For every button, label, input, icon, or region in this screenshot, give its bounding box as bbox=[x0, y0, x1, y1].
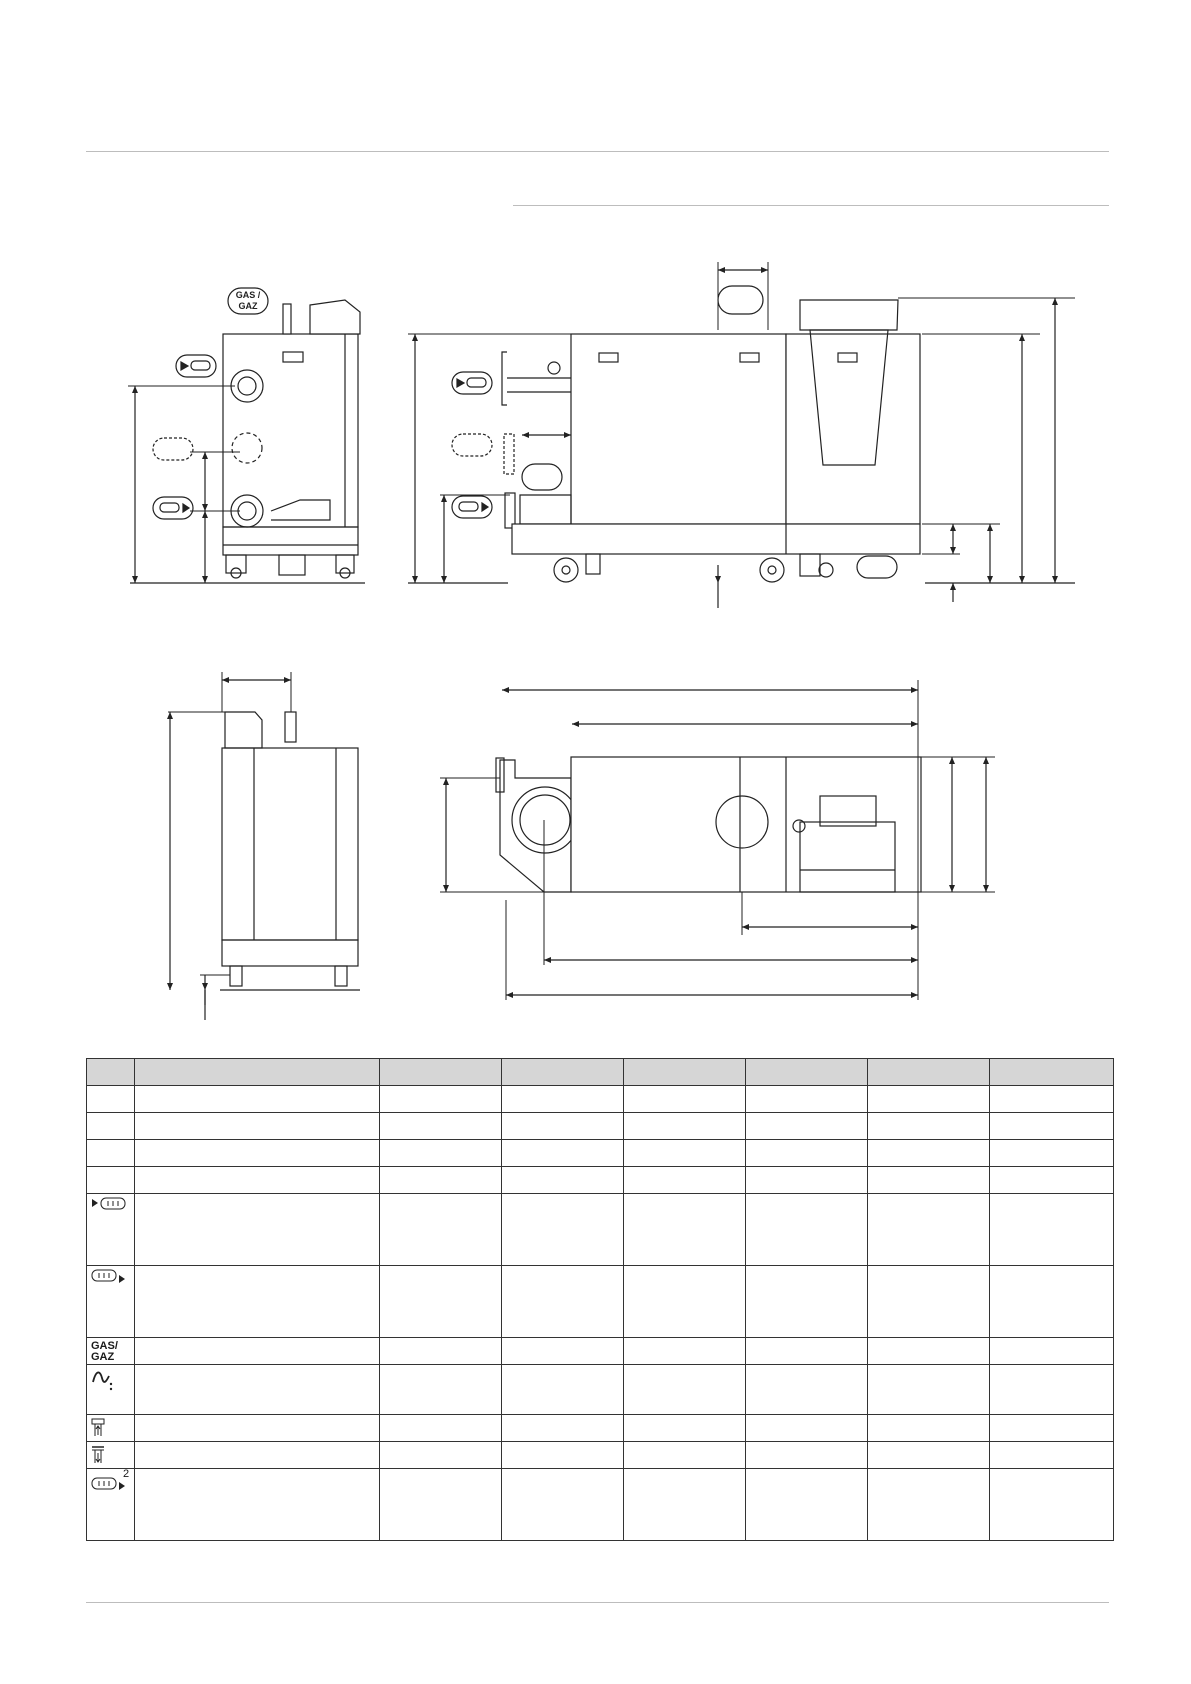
table-cell bbox=[868, 1167, 990, 1194]
table-cell bbox=[746, 1338, 868, 1365]
footer-rule bbox=[86, 1602, 1109, 1603]
table-cell bbox=[990, 1086, 1114, 1113]
table-cell bbox=[746, 1365, 868, 1415]
table-cell bbox=[135, 1442, 380, 1469]
side-view-drawing bbox=[408, 262, 1075, 608]
table-cell bbox=[990, 1365, 1114, 1415]
svg-text:GAS /: GAS / bbox=[235, 290, 261, 300]
table-cell bbox=[624, 1140, 746, 1167]
table-cell bbox=[380, 1266, 502, 1338]
table-cell bbox=[990, 1469, 1114, 1541]
table-cell bbox=[135, 1086, 380, 1113]
table-cell bbox=[746, 1140, 868, 1167]
flow-outlet-icon bbox=[91, 1269, 127, 1288]
table-cell bbox=[135, 1194, 380, 1266]
symbol-cell bbox=[87, 1338, 135, 1365]
table-cell bbox=[624, 1194, 746, 1266]
air-inlet-icon bbox=[91, 1445, 105, 1468]
table-cell bbox=[624, 1338, 746, 1365]
table-cell bbox=[502, 1167, 624, 1194]
table-cell bbox=[380, 1113, 502, 1140]
flue-outlet-icon bbox=[91, 1418, 105, 1441]
table-cell bbox=[135, 1415, 380, 1442]
symbol-cell bbox=[87, 1194, 135, 1266]
table-cell bbox=[990, 1194, 1114, 1266]
header-cell bbox=[624, 1059, 746, 1086]
table-cell bbox=[502, 1194, 624, 1266]
table-row bbox=[87, 1266, 1114, 1338]
table-cell bbox=[990, 1415, 1114, 1442]
table-cell bbox=[868, 1113, 990, 1140]
svg-text:GAZ: GAZ bbox=[238, 301, 258, 311]
header-cell bbox=[135, 1059, 380, 1086]
header-cell bbox=[990, 1059, 1114, 1086]
table-cell bbox=[135, 1469, 380, 1541]
table-cell bbox=[502, 1365, 624, 1415]
table-row bbox=[87, 1442, 1114, 1469]
table-header-row bbox=[87, 1059, 1114, 1086]
table-cell bbox=[135, 1113, 380, 1140]
symbol-cell bbox=[87, 1365, 135, 1415]
table-cell bbox=[624, 1086, 746, 1113]
front-view-drawing bbox=[128, 288, 365, 583]
table-cell bbox=[746, 1194, 868, 1266]
table-cell bbox=[380, 1140, 502, 1167]
table-cell bbox=[135, 1266, 380, 1338]
table-cell bbox=[624, 1469, 746, 1541]
table-cell bbox=[502, 1415, 624, 1442]
table-cell bbox=[380, 1365, 502, 1415]
table-cell bbox=[624, 1442, 746, 1469]
symbol-superscript: 2 bbox=[123, 1468, 130, 1480]
table-cell bbox=[380, 1194, 502, 1266]
table-cell bbox=[624, 1266, 746, 1338]
table-cell bbox=[380, 1167, 502, 1194]
table-cell bbox=[746, 1086, 868, 1113]
table-cell bbox=[868, 1194, 990, 1266]
symbol-cell bbox=[87, 1167, 135, 1194]
table-row bbox=[87, 1086, 1114, 1113]
table-cell bbox=[624, 1167, 746, 1194]
table-row bbox=[87, 1140, 1114, 1167]
top-view-drawing bbox=[440, 680, 995, 1000]
table-cell bbox=[380, 1469, 502, 1541]
table-cell bbox=[868, 1086, 990, 1113]
table-cell bbox=[624, 1113, 746, 1140]
table-cell bbox=[380, 1086, 502, 1113]
table-cell bbox=[868, 1415, 990, 1442]
symbol-cell bbox=[87, 1086, 135, 1113]
symbol-cell bbox=[87, 1113, 135, 1140]
table-cell bbox=[624, 1365, 746, 1415]
dimensions-table bbox=[86, 1058, 1114, 1541]
table-row bbox=[87, 1415, 1114, 1442]
table-cell bbox=[868, 1442, 990, 1469]
symbol-cell bbox=[87, 1140, 135, 1167]
header-cell bbox=[502, 1059, 624, 1086]
header-cell bbox=[380, 1059, 502, 1086]
table-cell bbox=[135, 1365, 380, 1415]
condensate-drain-icon bbox=[91, 1368, 115, 1395]
table-body bbox=[87, 1086, 1114, 1541]
table-row bbox=[87, 1167, 1114, 1194]
table-cell bbox=[135, 1167, 380, 1194]
table-cell bbox=[990, 1167, 1114, 1194]
table-cell bbox=[868, 1338, 990, 1365]
table-cell bbox=[868, 1140, 990, 1167]
table-cell bbox=[746, 1266, 868, 1338]
table-cell bbox=[868, 1365, 990, 1415]
header-cell bbox=[87, 1059, 135, 1086]
table-row bbox=[87, 1194, 1114, 1266]
table-cell bbox=[135, 1140, 380, 1167]
table-cell bbox=[746, 1113, 868, 1140]
table-row bbox=[87, 1113, 1114, 1140]
table-cell bbox=[746, 1469, 868, 1541]
table-cell bbox=[502, 1266, 624, 1338]
table-row bbox=[87, 1365, 1114, 1415]
table-cell bbox=[502, 1469, 624, 1541]
table-cell bbox=[990, 1140, 1114, 1167]
table-cell bbox=[746, 1167, 868, 1194]
symbol-cell bbox=[87, 1469, 135, 1541]
table-cell bbox=[135, 1338, 380, 1365]
table-cell bbox=[746, 1415, 868, 1442]
second-return-icon bbox=[91, 1468, 131, 1497]
table-cell bbox=[868, 1469, 990, 1541]
table-cell bbox=[502, 1140, 624, 1167]
table-row bbox=[87, 1469, 1114, 1541]
symbol-cell bbox=[87, 1442, 135, 1469]
symbol-cell bbox=[87, 1415, 135, 1442]
table-cell bbox=[868, 1266, 990, 1338]
header-cell bbox=[868, 1059, 990, 1086]
table-cell bbox=[502, 1442, 624, 1469]
table-cell bbox=[746, 1442, 868, 1469]
table-cell bbox=[502, 1338, 624, 1365]
table-cell bbox=[380, 1338, 502, 1365]
table-cell bbox=[380, 1442, 502, 1469]
flow-inlet-icon bbox=[91, 1197, 127, 1214]
symbol-cell bbox=[87, 1266, 135, 1338]
table-cell bbox=[990, 1442, 1114, 1469]
gas-connection-icon: GAS/ GAZ bbox=[91, 1340, 118, 1363]
table-cell bbox=[990, 1266, 1114, 1338]
table-cell bbox=[502, 1113, 624, 1140]
table-cell bbox=[624, 1415, 746, 1442]
table-cell bbox=[502, 1086, 624, 1113]
back-view-drawing bbox=[168, 672, 360, 1020]
table-cell bbox=[990, 1113, 1114, 1140]
table-cell bbox=[990, 1338, 1114, 1365]
table-cell bbox=[380, 1415, 502, 1442]
header-cell bbox=[746, 1059, 868, 1086]
table-row bbox=[87, 1338, 1114, 1365]
